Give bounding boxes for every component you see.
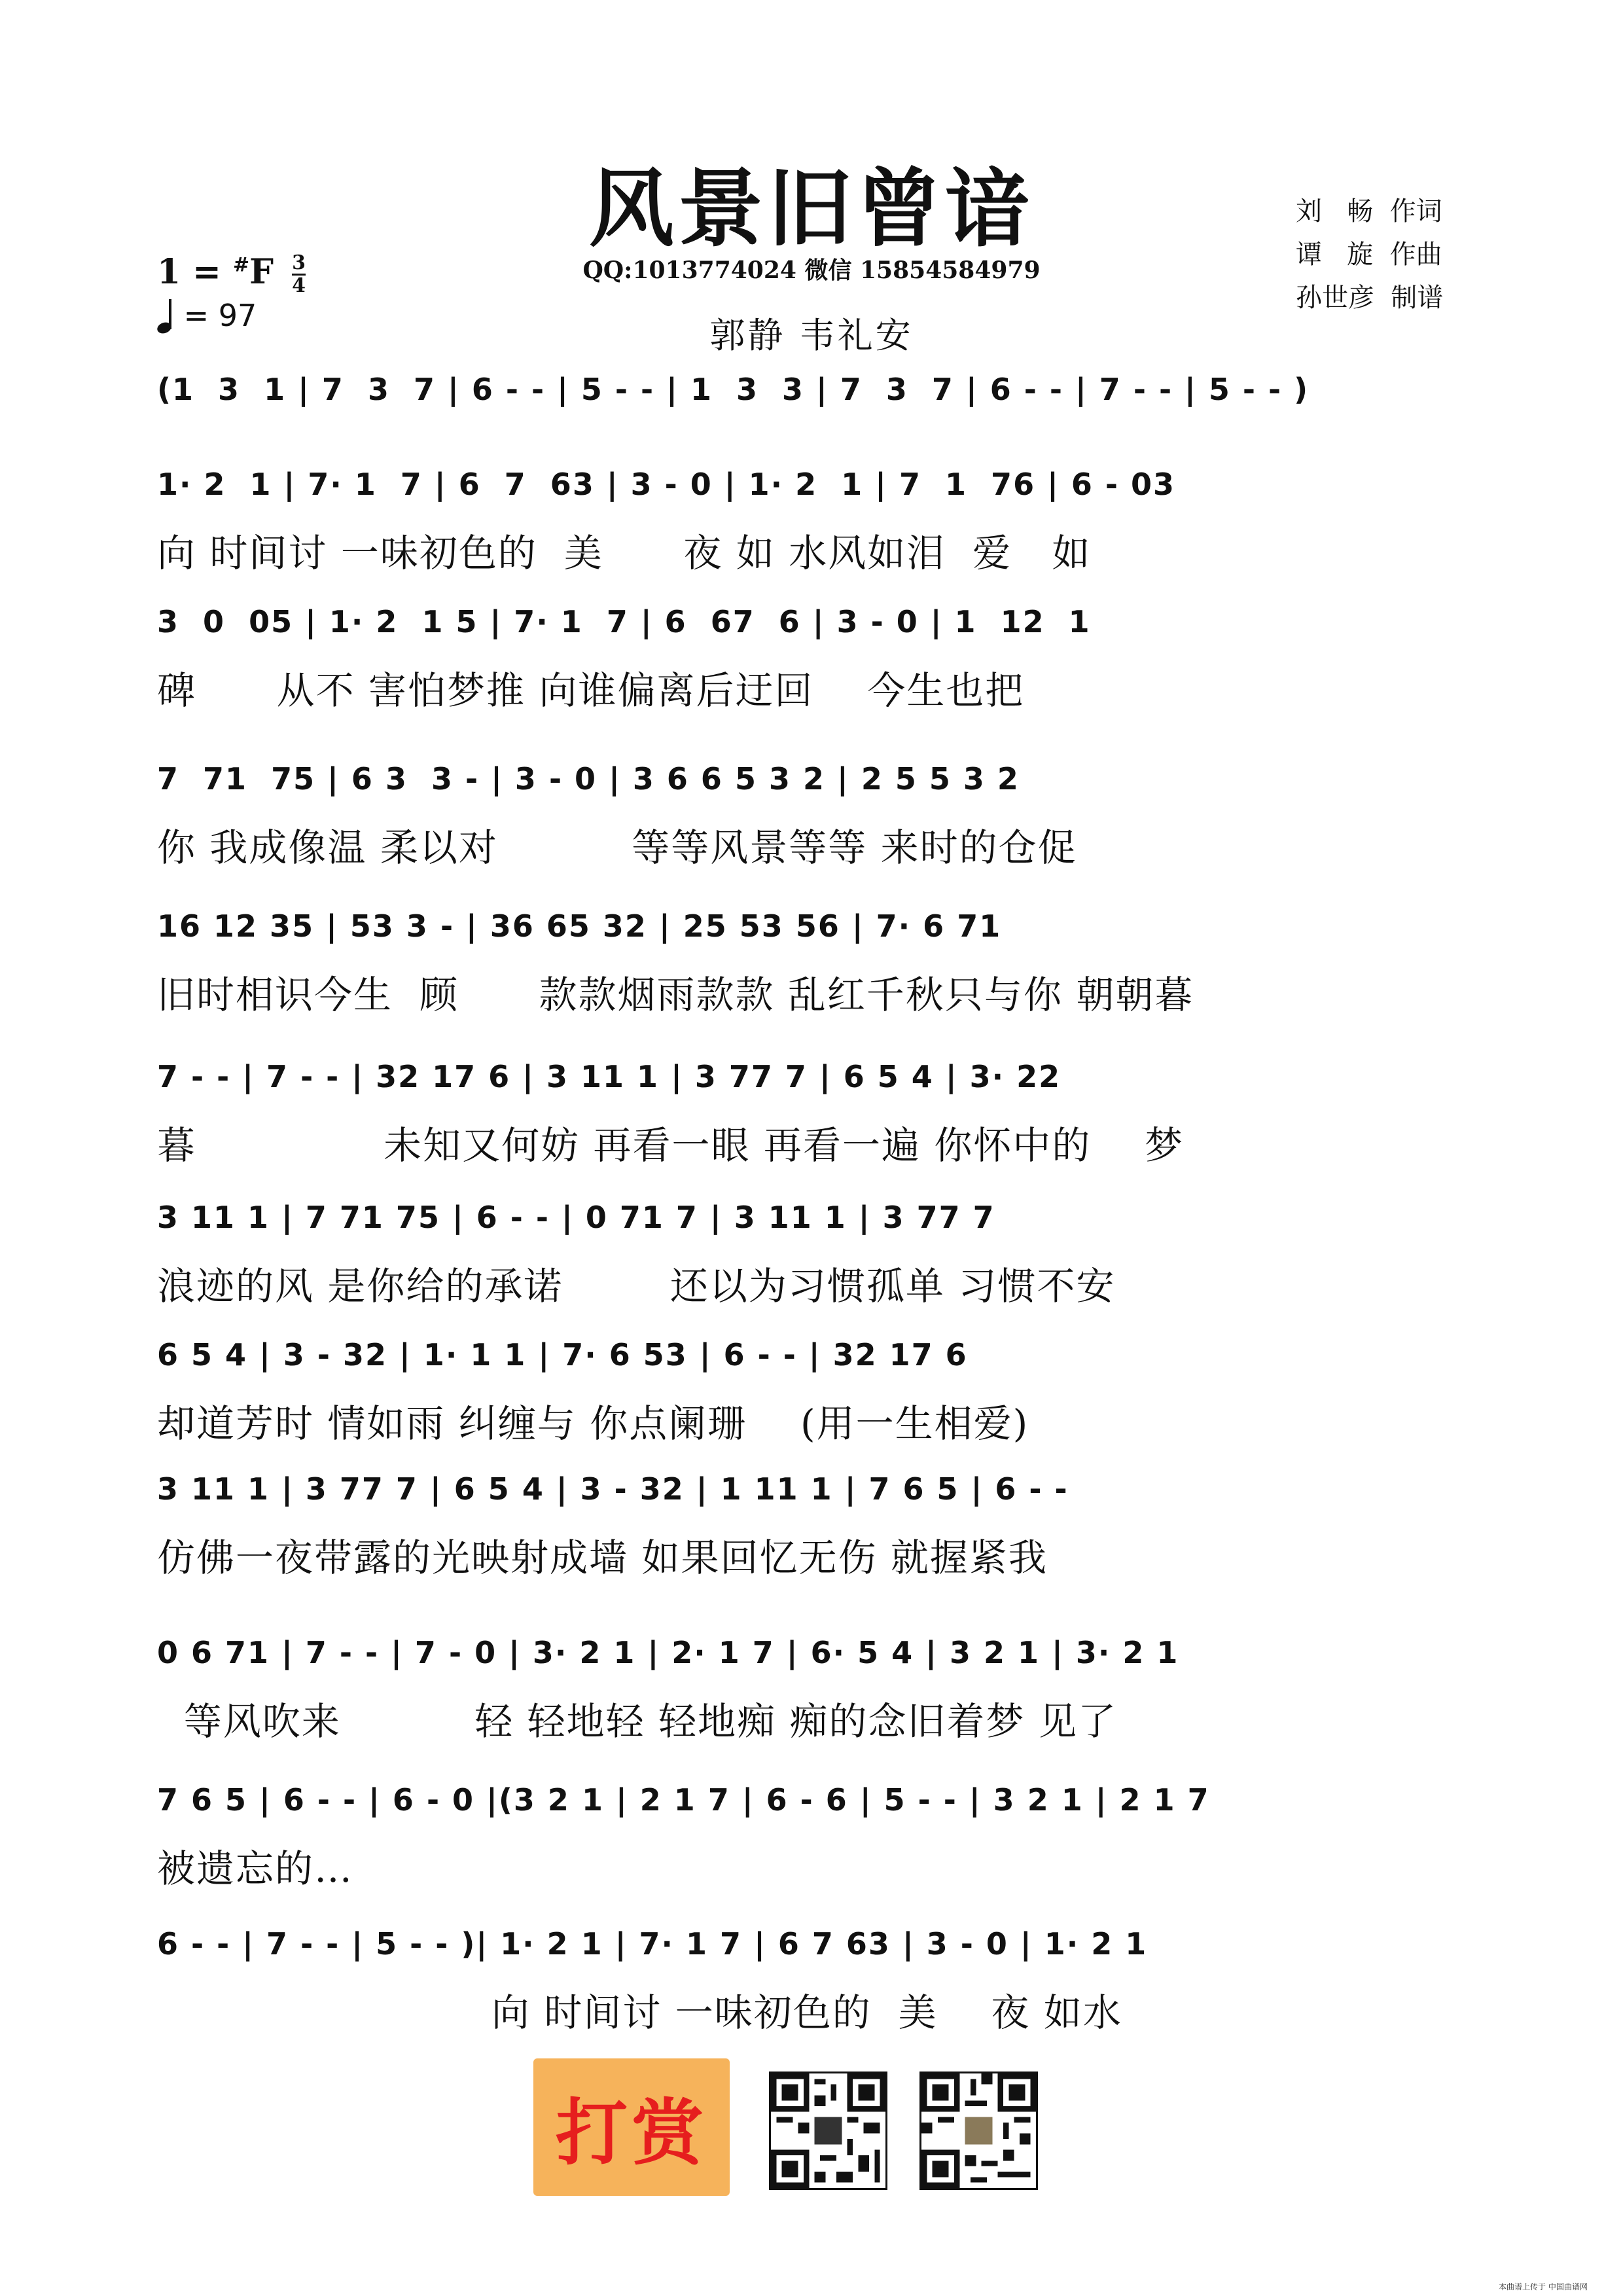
notation-line: 7 71 75 | 6 3 3 - | 3 - 0 | 3 6 6 5 3 2 | 2 5 5 3 2	[157, 761, 1020, 797]
lyric-line: 向 时间讨 一味初色的 美 夜 如水	[157, 1990, 1122, 2035]
score-row	[157, 1626, 1479, 1744]
lyric-line: 仿佛一夜带露的光映射成墙 如果回忆无伤 就握紧我	[157, 1535, 1048, 1580]
lyric-line: 旧时相识今生 顾 款款烟雨款款 乱红千秋只与你 朝朝暮	[157, 973, 1194, 1017]
lyricist-credit: 刘 畅 作词	[1296, 196, 1442, 226]
notation-line: 6 - - | 7 - - | 5 - - )| 1· 2 1 | 7· 1 7 | 6 7 63 | 3 - 0 | 1· 2 1	[157, 1926, 1148, 1962]
key-prefix: 1 =	[157, 252, 233, 292]
notation-line: 1· 2 1 | 7· 1 7 | 6 7 63 | 3 - 0 | 1· 2 1 | 7 1 76 | 6 - 03	[157, 467, 1176, 502]
notation-line: 6 5 4 | 3 - 32 | 1· 1 1 | 7· 6 53 | 6 - - | 32 17 6	[157, 1337, 968, 1372]
lyric-line: 暮 未知又何妨 再看一眼 再看一遍 你怀中的 梦	[157, 1123, 1185, 1168]
score-row	[157, 1918, 1479, 2035]
lyric-line: 却道芳时 情如雨 纠缠与 你点阑珊 (用一生相爱)	[157, 1401, 1029, 1446]
notation-line: 7 - - | 7 - - | 32 17 6 | 3 11 1 | 3 77 7 | 6 5 4 | 3· 22	[157, 1059, 1061, 1094]
tempo-marking	[157, 298, 257, 333]
score-row	[157, 753, 1479, 870]
credits	[1296, 190, 1443, 319]
score-row	[157, 900, 1479, 1017]
key-note: F	[249, 252, 274, 292]
notation-line: 3 11 1 | 7 71 75 | 6 - - | 0 71 7 | 3 11 1 | 3 77 7	[157, 1200, 995, 1235]
score-row	[157, 458, 1479, 575]
reward-button[interactable]	[533, 2058, 730, 2196]
song-title: 风景旧曾谙	[588, 158, 1034, 259]
key-signature	[157, 252, 306, 296]
time-top: 3	[292, 251, 306, 274]
score-row	[157, 1191, 1479, 1308]
quarter-note-icon	[157, 299, 174, 333]
lyric-line: 碑 从不 害怕梦推 向谁偏离后迂回 今生也把	[157, 668, 1025, 713]
key-sharp: #	[232, 253, 250, 277]
notation-line: 3 0 05 | 1· 2 1 5 | 7· 1 7 | 6 67 6 | 3 - 0 | 1 12 1	[157, 604, 1091, 639]
time-bottom: 4	[292, 274, 306, 297]
lyric-line: 向 时间讨 一味初色的 美 夜 如 水风如泪 爱 如	[157, 531, 1092, 575]
score-row	[157, 1774, 1479, 1891]
lyric-line: 被遗忘的…	[157, 1846, 354, 1891]
reward-label: 打赏	[556, 2090, 707, 2175]
composer-credit: 谭 旋 作曲	[1296, 240, 1442, 270]
qr-code-icon	[919, 2072, 1038, 2190]
qr-code-icon	[769, 2072, 887, 2190]
arranger-credit: 孙世彦 制谱	[1296, 283, 1444, 313]
notation-line: 7 6 5 | 6 - - | 6 - 0 |(3 2 1 | 2 1 7 | 6 - 6 | 5 - - | 3 2 1 | 2 1 7	[157, 1782, 1210, 1818]
lyric-line: 等风吹来 轻 轻地轻 轻地痴 痴的念旧着梦 见了	[157, 1699, 1117, 1744]
notation-line: 3 11 1 | 3 77 7 | 6 5 4 | 3 - 32 | 1 11 1 | 7 6 5 | 6 - -	[157, 1471, 1069, 1507]
tempo-value: = 97	[183, 298, 257, 333]
score-row	[157, 1463, 1479, 1580]
score-row	[157, 1050, 1479, 1168]
notation-line: 0 6 71 | 7 - - | 7 - 0 | 3· 2 1 | 2· 1 7 | 6· 5 4 | 3 2 1 | 3· 2 1	[157, 1635, 1179, 1670]
score-row	[157, 1329, 1479, 1446]
score-row	[157, 363, 1479, 473]
score-row	[157, 596, 1479, 713]
footer-note: 本曲谱上传于 中国曲谱网	[1499, 2282, 1588, 2291]
time-signature	[292, 253, 306, 296]
lyric-line: 浪迹的风 是你给的承诺 还以为习惯孤单 习惯不安	[157, 1264, 1116, 1308]
notation-line: 16 12 35 | 53 3 - | 36 65 32 | 25 53 56 | 7· 6 71	[157, 908, 1002, 944]
singers: 郭静 韦礼安	[709, 315, 914, 356]
contact-info: QQ:1013774024 微信 15854584979	[582, 257, 1041, 284]
notation-line: (1 3 1 | 7 3 7 | 6 - - | 5 - - | 1 3 3 | 7 3 7 | 6 - - | 7 - - | 5 - - )	[157, 372, 1310, 407]
lyric-line: 你 我成像温 柔以对 等等风景等等 来时的仓促	[157, 825, 1077, 870]
